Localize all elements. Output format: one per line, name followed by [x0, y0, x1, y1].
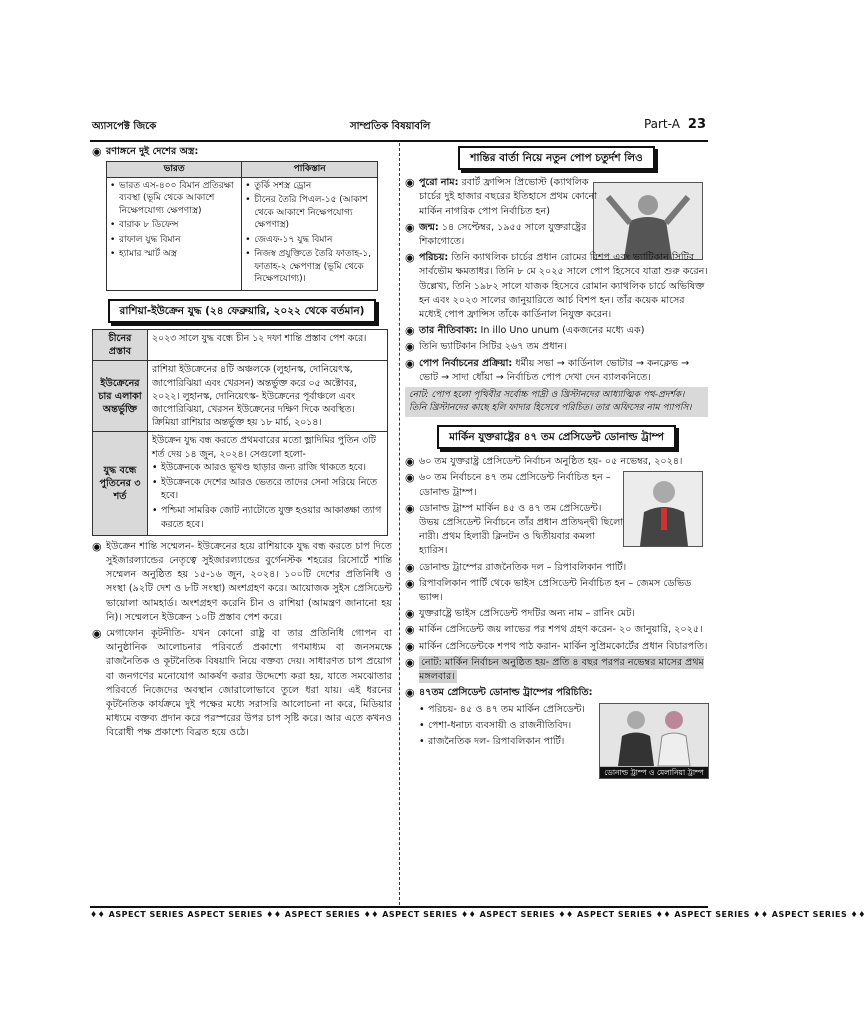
trump-banner	[405, 425, 708, 449]
profile-section	[405, 703, 708, 785]
trump-point-text: ডোনাল্ড ট্রাম্প মার্কিন ৪৫ ও ৪৭ তম প্রেসিডেন্ট। উভয় প্রেসিডেন্ট নির্বাচনে তাঁর প্রধান প্রতিদ্বন্দ্বী ছিলো নারী। প্রথম হিলারী ক্লিনটন ও দ্বিতীয়বার কমলা হ্যারিস।	[419, 502, 624, 557]
list-item: • ইউক্রেনকে দেশের আরও ভেতরে তাদের সেনা সরিয়ে নিতে হবে।	[152, 476, 383, 502]
pope-rank-item	[405, 340, 708, 354]
row-head: চীনের প্রস্তাব	[93, 329, 148, 360]
row-text: রাশিয়া ইউক্রেনের ৪টি অঞ্চলকে (লুহানস্ক, দোনিয়েৎস্ক, জাপোরিঝিয়া এবং খেরসন) অন্তর্ভুক্ত করে ০৫ অক্টোবর, ২০২২। লুহানস্ক, দোনিয়েৎস্ক- ইউক্রেনের পূর্বাঞ্চলে এবং জাপোরিঝিয়া, খেরসন ইউক্রেনের দক্ষিণ দিকে অবস্থিত। ক্রিমিয়া রাশিয়ার অন্তর্ভুক্ত হয় ১৮ মার্চ, ২০১৪।	[148, 361, 388, 432]
header-part: Part-A	[643, 117, 680, 131]
pope-birth-item	[405, 221, 708, 249]
header-section-title: সাম্প্রতিক বিষয়াবলি	[350, 121, 431, 132]
pope-birth-label: জন্ম:	[419, 221, 439, 233]
row-head: ইউক্রেনের চার এলাকা অন্তর্ভুক্তি	[93, 361, 148, 432]
table-row	[93, 361, 388, 432]
page-number: 23	[687, 117, 706, 132]
list-item: • রাফাল যুদ্ধ বিমান	[110, 234, 238, 247]
pope-name-text: রবার্ট ফ্রান্সিস প্রিভোস্ট (ক্যাথলিক চার্চের দুই হাজার বছরের ইতিহাসে প্রথম কোনো মার্কিন নাগরিক পোপ নির্বাচিত হন)	[419, 177, 598, 217]
war-banner-text: রাশিয়া-ইউক্রেন যুদ্ধ (২৪ ফেব্রুয়ারি, ২০২২ থেকে বর্তমান)	[108, 299, 377, 323]
header-page-info	[644, 117, 706, 132]
trump-point	[405, 561, 708, 575]
trump-point-text: মার্কিন প্রেসিডেন্ট জয় লাভের পর শপথ গ্রহণ করেন- ২০ জানুয়ারি, ২০২৫।	[419, 624, 703, 636]
column-divider	[399, 143, 400, 905]
trump-point	[405, 471, 708, 499]
pope-birth-text: ১৪ সেপ্টেম্বর, ১৯৫৫ সালে যুক্তরাষ্ট্রের শিকাগোতে।	[419, 221, 587, 248]
putin-conditions-intro: ইউক্রেন যুদ্ধ বন্ধ করতে প্রথমবারের মতো ভ্লাদিমির পুতিন ৩টি শর্ত দেয় ১৪ জুন, ২০২৪। সেগুলো হলো-	[152, 435, 376, 460]
list-item: • তুর্কি সশস্ত্র ড্রোন	[245, 180, 374, 193]
war-banner	[92, 299, 392, 323]
globe-bullet-icon: ◉	[405, 356, 415, 370]
megaphone-text: মেগাফোন কূটনীতি- যখন কোনো রাষ্ট্র বা তার প্রতিনিধি গোপন বা আনুষ্ঠানিক আলোচনার পরিবর্তে প্রকাশ্যে গণমাধ্যম বা জনসমক্ষে রাজনৈতিক ও কূটনৈতিক বিষয়াদি নিয়ে বক্তব্য দেয়। সাধারণত চাপ প্রয়োগ বা জনগণের মনোযোগ আকর্ষণ করার উদ্দেশ্যে করা হয়, যাতে সমঝোতার পরিবর্তে নিজেদের অবস্থান জোরালোভাবে তুলে ধরা যায়। এই ধরনের কূটনৈতিক কার্যক্রমে দুই পক্ষের মধ্যে সরাসরি আলোচনা না করে, মিডিয়ার মাধ্যমে বক্তব্য প্রদান করে পরস্পরের উপর চাপ সৃষ্টি করে। আর এতে কখনও বিরোধী পক্ষ প্রকাশ্যে বিব্রত হয়ে ওঠে।	[106, 627, 392, 739]
globe-bullet-icon: ◉	[405, 471, 415, 485]
globe-bullet-icon: ◉	[405, 501, 415, 515]
trump-point	[405, 455, 708, 469]
profile-heading	[405, 686, 708, 700]
trump-point	[405, 577, 708, 605]
globe-bullet-icon: ◉	[405, 220, 415, 234]
globe-bullet-icon: ◉	[405, 324, 415, 338]
trump-point	[405, 607, 708, 621]
table-row	[93, 329, 388, 360]
pope-process-label: পোপ নির্বাচনের প্রক্রিয়া:	[419, 357, 513, 369]
pope-banner	[405, 146, 708, 170]
trump-point	[405, 640, 708, 654]
list-item: • ভারত এস-৪০০ বিমান প্রতিরক্ষা ব্যবস্থা (ভূমি থেকে আকাশে নিক্ষেপযোগ্য ক্ষেপণাস্ত্র)	[110, 180, 238, 218]
globe-bullet-icon: ◉	[405, 251, 415, 265]
war-table	[92, 329, 388, 536]
trump-point	[405, 502, 708, 559]
trump-note-text: নোট: মার্কিন নির্বাচন অনুষ্ঠিত হয়- প্রতি ৪ বছর পরপর নভেম্বর মাসের প্রথম মঙ্গলবার।	[419, 656, 704, 683]
globe-bullet-icon: ◉	[405, 607, 415, 621]
globe-bullet-icon: ◉	[92, 539, 102, 553]
pope-motto-label: তার নীতিবাক্য:	[419, 325, 478, 337]
pope-banner-text: শান্তির বার্তা নিয়ে নতুন পোপ চতুর্দশ লিও	[458, 146, 655, 170]
list-item: • রাজনৈতিক দল- রিপাবলিকান পার্টি।	[419, 735, 597, 749]
globe-bullet-icon: ◉	[405, 576, 415, 590]
pope-process-text: ধর্মীয় সভা → কার্ডিনাল ভোটার → কনক্লেভ → ভোট → সাদা ধোঁয়া → নির্বাচিত পোপ দেখা দেন ব্যালকনিতে।	[419, 357, 690, 383]
trump-note-item	[405, 656, 708, 684]
left-column	[92, 143, 392, 743]
weapons-title: রণাঙ্গনে দুই দেশের অস্ত্র:	[106, 146, 199, 157]
list-item: • পশ্চিমা সামরিক জোট ন্যাটোতে যুক্ত হওয়ার আকাঙ্ক্ষা ত্যাগ করতে হবে।	[152, 504, 383, 530]
peace-summit-para	[92, 540, 392, 625]
profile-title: ৪৭তম প্রেসিডেন্ট ডোনাল্ড ট্রাম্পের পরিচিতি:	[419, 687, 593, 699]
list-item: • পরিচয়- ৪৫ ও ৪৭ তম মার্কিন প্রেসিডেন্ট।	[419, 703, 597, 717]
pope-section	[405, 176, 708, 417]
trump-point-text: যুক্তরাষ্ট্রে ভাইস প্রেসিডেন্ট পদটির অন্য নাম – রানিং মেট।	[419, 608, 635, 620]
list-item: • বারাক ৮ ডিফেন্স	[110, 219, 238, 232]
globe-bullet-icon: ◉	[405, 176, 415, 190]
megaphone-para	[92, 627, 392, 741]
list-item: • জেএফ-১৭ যুদ্ধ বিমান	[245, 234, 374, 247]
globe-bullet-icon: ◉	[405, 340, 415, 354]
pope-intro-text: তিনি ক্যাথলিক চার্চের প্রধান রোমের বিশপ এবং ভ্যাটিকান সিটির সার্বভৌম ক্ষমতাধর। তিনি ৮ মে ২০২৫ সালে পোপ হিসেবে যাত্রা শুরু করেন। উল্লেখ্য, তিনি ১৯৮২ সালে যাজক হিসেবে রোমান ক্যাথলিক চার্চে অভিষিক্ত হন এবং ২০২৩ সালের জানুয়ারিতে আর্চ বিশপ হন। তাঁর কয়েক মাসের মধ্যেই পোপ ফ্রান্সিস তাঁকে কার্ডিনাল নিযুক্ত করেন।	[419, 252, 708, 321]
globe-bullet-icon: ◉	[405, 686, 415, 700]
list-item: • চীনের তৈরি পিএল-১৫ (আকাশ থেকে আকাশে নিক্ষেপযোগ্য ক্ষেপণাস্ত্র)	[245, 194, 374, 232]
trump-point-text: ৬০ তম নির্বাচনে ৪৭ তম প্রেসিডেন্ট নির্বাচিত হন – ডোনাল্ড ট্রাম্প।	[419, 472, 611, 498]
weapons-heading	[92, 145, 392, 159]
globe-bullet-icon: ◉	[405, 455, 415, 469]
globe-bullet-icon: ◉	[405, 623, 415, 637]
pope-name-label: পুরো নাম:	[419, 177, 459, 189]
pope-motto-item	[405, 324, 708, 338]
row-head: যুদ্ধ বন্ধে পুতিনের ৩ শর্ত	[93, 432, 148, 535]
list-item: • নিজস্ব প্রযুক্তিতে তৈরি ফাতাহ-১, ফাতাহ-২ ক্ষেপণাস্ত্র (ভূমি থেকে নিক্ষেপযোগ্য)।	[245, 248, 374, 286]
trump-point	[405, 623, 708, 637]
right-column	[405, 143, 708, 785]
row-text	[148, 432, 388, 535]
pakistan-weapons-cell	[242, 177, 378, 290]
weapons-col-pakistan: পাকিস্তান	[242, 162, 378, 178]
row-text: ২০২৩ সালে যুদ্ধ বন্ধে চীন ১২ দফা শান্তি প্রস্তাব পেশ করে।	[148, 329, 388, 360]
globe-bullet-icon: ◉	[405, 560, 415, 574]
trump-point-text: ডোনাল্ড ট্রাম্পের রাজনৈতিক দল – রিপাবলিকান পার্টি।	[419, 561, 627, 573]
list-item: • ইউক্রেনকে আরও ভূখণ্ড ছাড়ার জন্য রাজি থাকতে হবে।	[152, 461, 383, 474]
trump-section	[405, 455, 708, 700]
page-footer: ♦♦ ASPECT SERIES ASPECT SERIES ♦♦ ASPECT SERIES ♦♦ ASPECT SERIES ♦♦ ASPECT SERIES ♦♦ ASPECT SERIES ♦♦ ASPECT SERIES ♦♦ ASPECT SERIES ♦♦	[90, 906, 708, 919]
globe-bullet-icon: ◉	[405, 639, 415, 653]
peace-summit-text: ইউক্রেন শান্তি সম্মেলন- ইউক্রেনের হয়ে রাশিয়াকে যুদ্ধ বন্ধ করতে চাপ দিতে সুইজারল্যান্ডের নেতৃত্বে সুইজারল্যান্ডের বুর্গেনস্টক শহরের রিসোর্টে শান্তি সম্মেলন অনুষ্ঠিত হয় ১৫-১৬ জুন, ২০২৪। ১০০টি দেশের প্রতিনিধি ও সংস্থা (৯২টি দেশ ও ৮টি সংস্থা) অংশগ্রহণ করে। আয়োজক সুইস প্রেসিডেন্ট ভায়োলা আমহার্ড। অংশগ্রহণ করেনি চীন ও রাশিয়া (আমন্ত্রণ জানানো হয় নি)। সম্মেলনে ইউক্রেন ১০টি প্রস্তাব পেশ করে।	[106, 540, 392, 623]
pope-intro-label: পরিচয়:	[419, 252, 449, 264]
trump-point-text: রিপাবলিকান পার্টি থেকে ভাইস প্রেসিডেন্ট নির্বাচিত হন – জেমস ডেভিড ভ্যান্স।	[419, 577, 692, 604]
pope-intro-item	[405, 251, 708, 322]
trump-melania-photo	[599, 703, 709, 779]
globe-bullet-icon: ◉	[92, 626, 102, 640]
trump-point-text: মার্কিন প্রেসিডেন্টকে শপথ পাঠ করান- মার্কিন সুপ্রিমকোর্টের প্রধান বিচারপতি।	[419, 640, 708, 652]
trump-point-text: ৬০ তম যুক্তরাষ্ট্র প্রেসিডেন্ট নির্বাচন অনুষ্ঠিত হয়- ০৫ নভেম্বর, ২০২৪।	[419, 456, 683, 468]
photo-caption: ডোনাল্ড ট্রাম্প ও মেলানিয়া ট্রাম্প	[600, 767, 708, 778]
couple-figure-icon	[600, 704, 708, 766]
trump-banner-text: মার্কিন যুক্তরাষ্ট্রের ৪৭ তম প্রেসিডেন্ট ডোনাল্ড ট্রাম্প	[437, 425, 676, 449]
header-book-title: অ্যাসপেক্ট জিকে	[92, 121, 157, 132]
globe-bullet-icon: ◉	[405, 655, 415, 669]
profile-list	[405, 703, 597, 750]
india-weapons-cell	[107, 177, 242, 290]
globe-bullet-icon: ◉	[92, 145, 102, 158]
pope-process-item	[405, 357, 708, 385]
pope-rank-text: তিনি ভ্যাটিকান সিটির ২৬৭ তম প্রধান।	[419, 341, 567, 353]
list-item: • হ্যামার স্মার্ট অস্ত্র	[110, 248, 238, 261]
weapons-table	[106, 161, 378, 291]
page-header	[90, 118, 708, 142]
list-item: • পেশা-ধনাঢ্য ব্যবসায়ী ও রাজনীতিবিদ।	[419, 719, 597, 733]
table-row	[93, 432, 388, 535]
pope-name-item	[405, 176, 708, 219]
pope-note: নোট: পোপ হলো পৃথিবীর সর্বোচ্চ পাদ্রী ও খ্রিস্টানদের আধ্যাত্মিক পথ-প্রদর্শক। তিনি খ্রিস্টানদের কাছে হলি ফাদার হিসেবে পরিচিত। তার অফিসের নাম প্যাপসি।	[405, 387, 708, 417]
weapons-col-india: ভারত	[107, 162, 242, 178]
pope-motto-text: In illo Uno unum (একজনের মধ্যে এক)	[480, 325, 645, 337]
